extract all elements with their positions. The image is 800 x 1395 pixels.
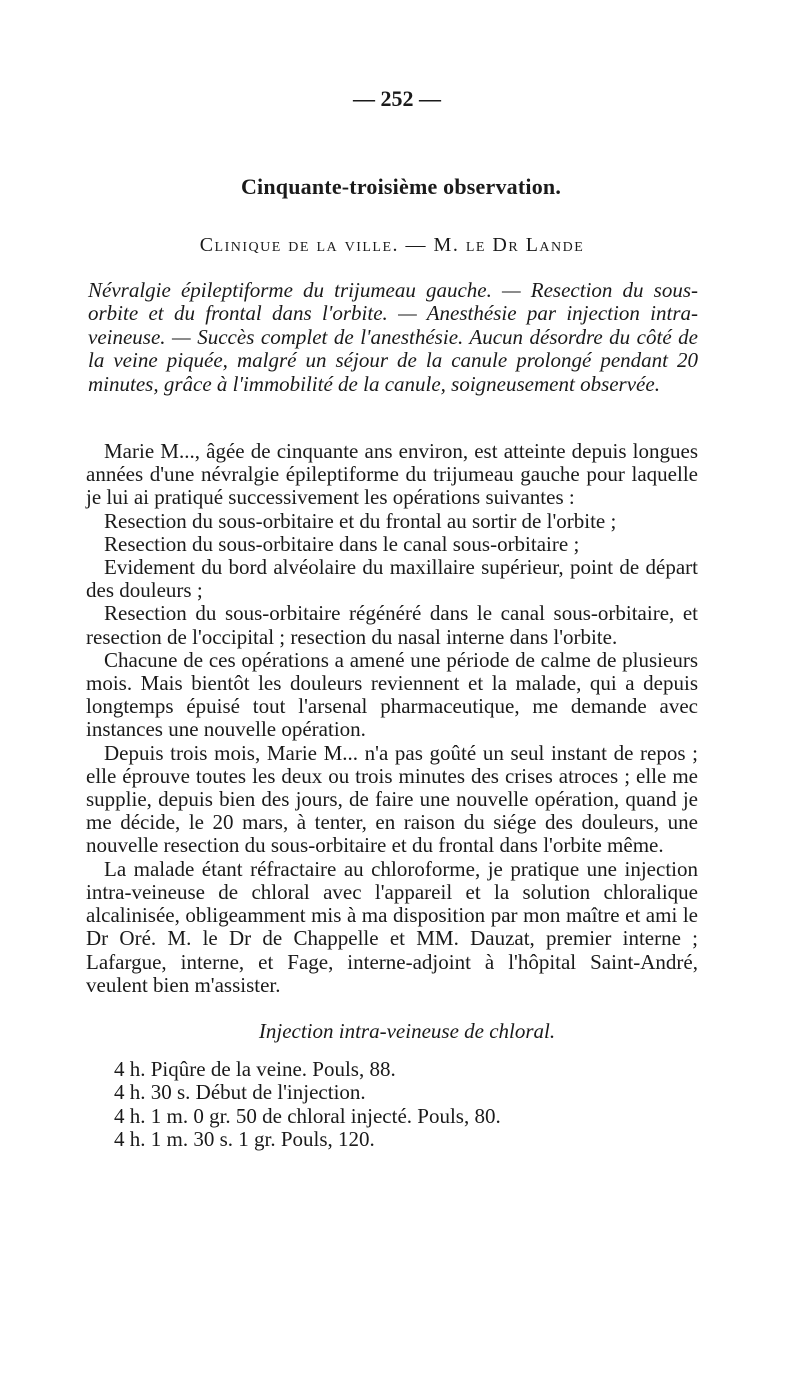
injection-timeline: [86, 1058, 698, 1152]
paragraph: Evidement du bord alvéolaire du maxillaire supérieur, point de départ des douleurs ;: [86, 555, 698, 603]
paragraph: Depuis trois mois, Marie M... n'a pas goûté un seul instant de repos ; elle éprouve toutes les deux ou trois minutes des crises atroces ; elle me supplie, depuis bien des jours, de faire une nouvelle opération, quand je me décide, le 20 mars, à tenter, en raison du siége des douleurs, une nouvelle resection du sous-orbitaire et du frontal dans l'orbite même.: [86, 740, 698, 858]
timeline-entry: 4 h. 30 s. Début de l'injection.: [114, 1080, 366, 1105]
timeline-entry: 4 h. 1 m. 0 gr. 50 de chloral injecté. Pouls, 80.: [114, 1103, 501, 1128]
page-number: — 252 —: [353, 86, 441, 111]
case-body: [86, 440, 698, 997]
timeline-entry: 4 h. Piqûre de la veine. Pouls, 88.: [114, 1056, 396, 1081]
paragraph: Resection du sous-orbitaire régénéré dans le canal sous-orbitaire, et resection de l'occipital ; resection du nasal interne dans l'orbite.: [86, 601, 698, 649]
paragraph: Resection du sous-orbitaire dans le canal sous-orbitaire ;: [104, 531, 580, 556]
clinic-line: Clinique de la ville. — M. le Dr Lande: [199, 234, 585, 256]
document-page: [86, 86, 698, 1152]
case-summary: Névralgie épileptiforme du trijumeau gauche. — Resection du sous-orbite et du frontal dans l'orbite. — Anesthésie par injection intra-veineuse. — Succès complet de l'anesthésie. Aucun désordre du côté de la veine piquée, malgré un séjour de la canule prolongé pendant 20 minutes, grâce à l'immobilité de la canule, soigneusement observée.: [88, 278, 698, 396]
timeline-entry: 4 h. 1 m. 30 s. 1 gr. Pouls, 120.: [114, 1127, 375, 1152]
paragraph: La malade étant réfractaire au chloroforme, je pratique une injection intra-veineuse de chloral avec l'appareil et la solution chloralique alcalinisée, obligeamment mis à ma disposition par mon maître et ami le Dr Oré. M. le Dr de Chappelle et MM. Dauzat, premier interne ; Lafargue, interne, et Fage, interne-adjoint à l'hôpital Saint-André, veulent bien m'assister.: [86, 856, 698, 997]
section-subheading: Injection intra-veineuse de chloral.: [258, 1018, 556, 1043]
paragraph: Marie M..., âgée de cinquante ans environ, est atteinte depuis longues années d'une névralgie épileptiforme du trijumeau gauche pour laquelle je lui ai pratiqué successivement les opérations suivantes :: [86, 439, 698, 510]
observation-title: Cinquante-troisième observation.: [240, 174, 562, 199]
paragraph: Chacune de ces opérations a amené une période de calme de plusieurs mois. Mais bientôt les douleurs reviennent et la malade, qui a depuis longtemps épuisé tout l'arsenal pharmaceutique, me demande avec instances une nouvelle opération.: [86, 647, 698, 742]
paragraph: Resection du sous-orbitaire et du frontal au sortir de l'orbite ;: [104, 508, 617, 533]
